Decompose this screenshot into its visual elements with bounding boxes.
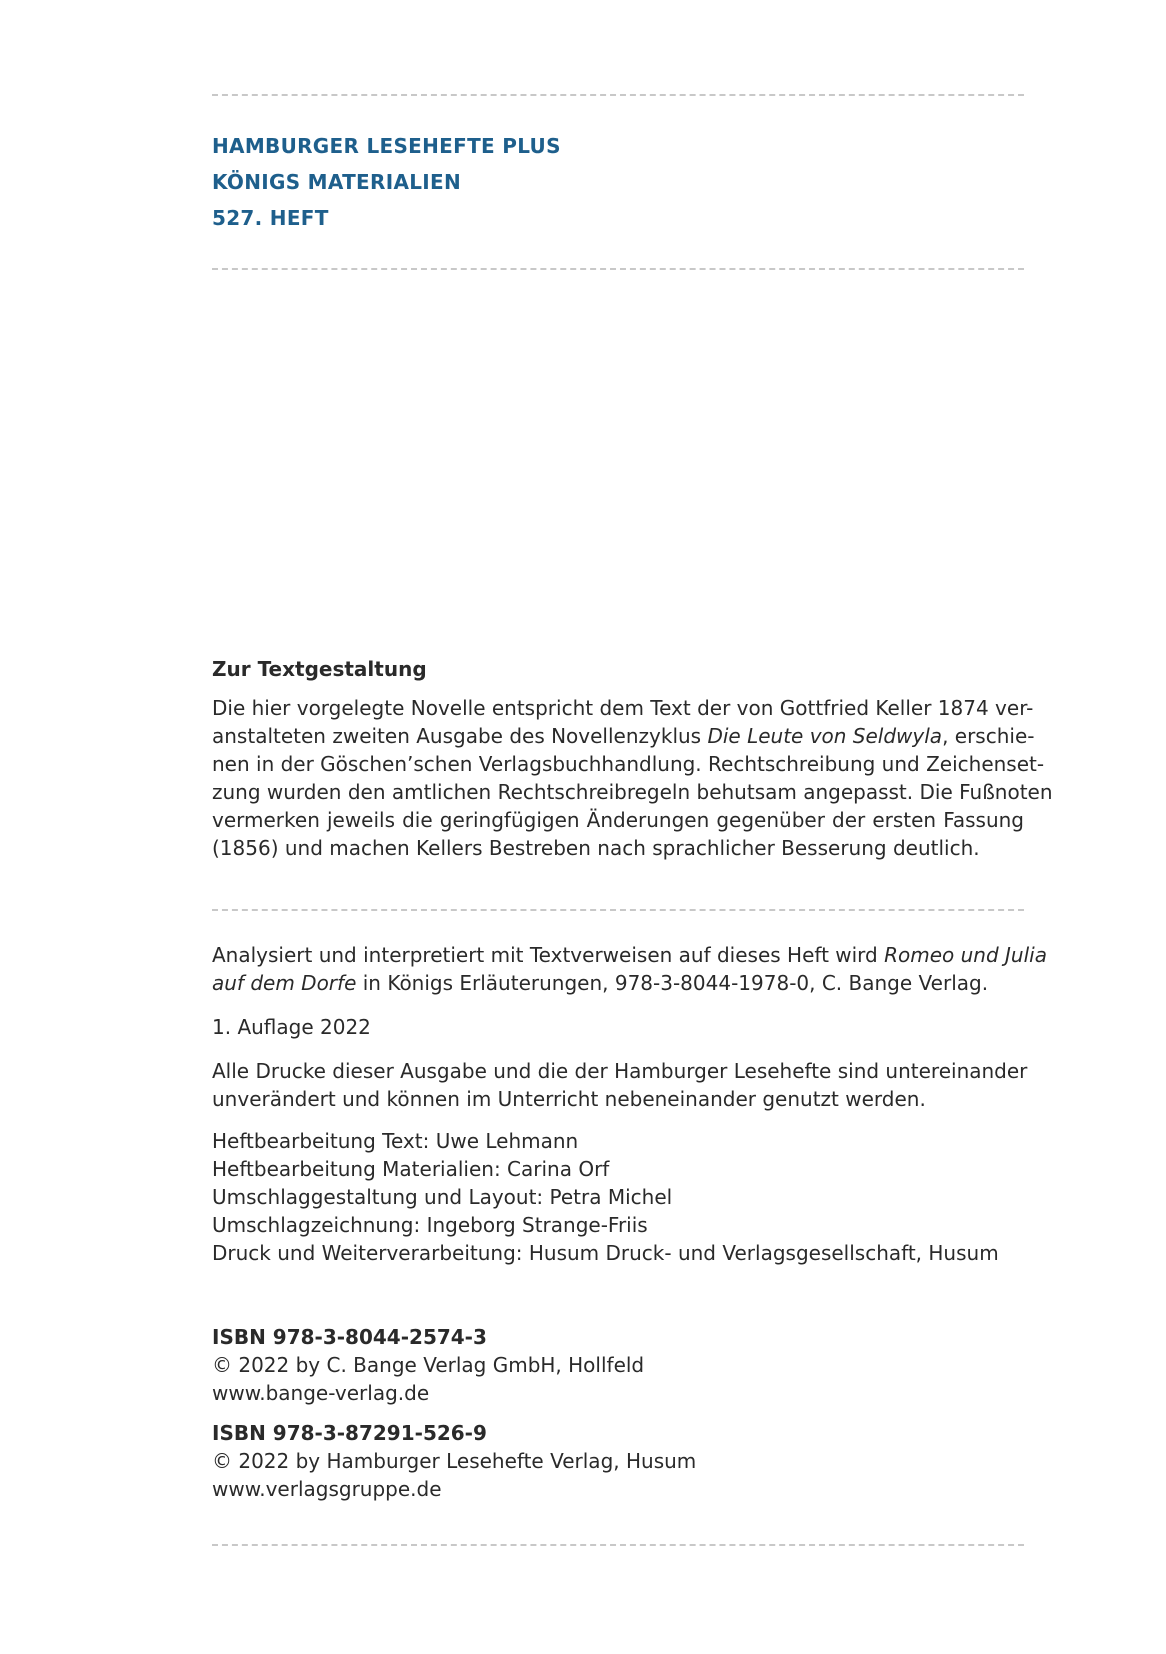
copyright: © 2022 by C. Bange Verlag GmbH, Hollfeld	[212, 1353, 645, 1377]
text-run: Analysiert und interpretiert mit Textverweisen auf dieses Heft wird	[212, 943, 885, 967]
textgestaltung-paragraph	[212, 694, 1053, 862]
divider-bottom	[212, 1544, 1024, 1546]
issue-number: 527. HEFT	[212, 206, 329, 230]
divider-top	[212, 94, 1024, 96]
publisher-hamburger-lesehefte	[212, 1419, 1024, 1503]
publisher-bange	[212, 1323, 1024, 1407]
credits-list	[212, 1127, 1024, 1267]
text-run: , erschie-	[942, 724, 1035, 748]
analysis-note	[212, 941, 1047, 997]
paragraph-line: (1856) und machen Kellers Bestreben nach sprachlicher Besserung deutlich.	[212, 836, 980, 860]
publisher-url: www.bange-verlag.de	[212, 1381, 430, 1405]
section-heading: Zur Textgestaltung	[212, 657, 427, 681]
text-run: in Königs Erläuterungen, 978-3-8044-1978-0, C. Bange Verlag.	[356, 971, 989, 995]
divider-middle	[212, 909, 1024, 911]
work-title: auf dem Dorfe	[212, 971, 357, 995]
paragraph-line	[212, 941, 1047, 969]
paragraph-line: Alle Drucke dieser Ausgabe und die der Hamburger Lesehefte sind untereinander	[212, 1059, 1028, 1083]
credit-line: Druck und Weiterverarbeitung: Husum Druck- und Verlagsgesellschaft, Husum	[212, 1241, 999, 1265]
compatibility-note	[212, 1057, 1028, 1113]
paragraph-line: vermerken jeweils die geringfügigen Änderungen gegenüber der ersten Fassung	[212, 808, 1024, 832]
isbn: ISBN 978-3-8044-2574-3	[212, 1325, 487, 1349]
edition-note: 1. Auflage 2022	[212, 1015, 371, 1039]
work-title: Die Leute von Seldwyla	[707, 724, 943, 748]
copyright: © 2022 by Hamburger Lesehefte Verlag, Husum	[212, 1449, 697, 1473]
textgestaltung-section	[212, 655, 1053, 862]
paragraph-line	[212, 969, 1024, 997]
series-title: HAMBURGER LESEHEFTE PLUS	[212, 134, 561, 158]
series-subtitle: KÖNIGS MATERIALIEN	[212, 170, 462, 194]
credit-line: Heftbearbeitung Materialien: Carina Orf	[212, 1157, 610, 1181]
text-run: anstalteten zweiten Ausgabe des Novellenzyklus	[212, 724, 708, 748]
paragraph-line	[212, 722, 1035, 750]
credit-line: Umschlaggestaltung und Layout: Petra Michel	[212, 1185, 673, 1209]
paragraph-line: Die hier vorgelegte Novelle entspricht dem Text der von Gottfried Keller 1874 ver-	[212, 696, 1034, 720]
credit-line: Umschlagzeichnung: Ingeborg Strange-Friis	[212, 1213, 648, 1237]
credit-line: Heftbearbeitung Text: Uwe Lehmann	[212, 1129, 579, 1153]
paragraph-line: unverändert und können im Unterricht nebeneinander genutzt werden.	[212, 1087, 926, 1111]
paragraph-line: nen in der Göschen’schen Verlagsbuchhandlung. Rechtschreibung und Zeichenset-	[212, 752, 1045, 776]
paragraph-line: zung wurden den amtlichen Rechtschreibregeln behutsam angepasst. Die Fußnoten	[212, 780, 1053, 804]
publisher-url: www.verlagsgruppe.de	[212, 1477, 442, 1501]
divider-header-bottom	[212, 268, 1024, 270]
series-header	[212, 128, 561, 236]
isbn: ISBN 978-3-87291-526-9	[212, 1421, 487, 1445]
work-title: Romeo und Julia	[884, 943, 1047, 967]
